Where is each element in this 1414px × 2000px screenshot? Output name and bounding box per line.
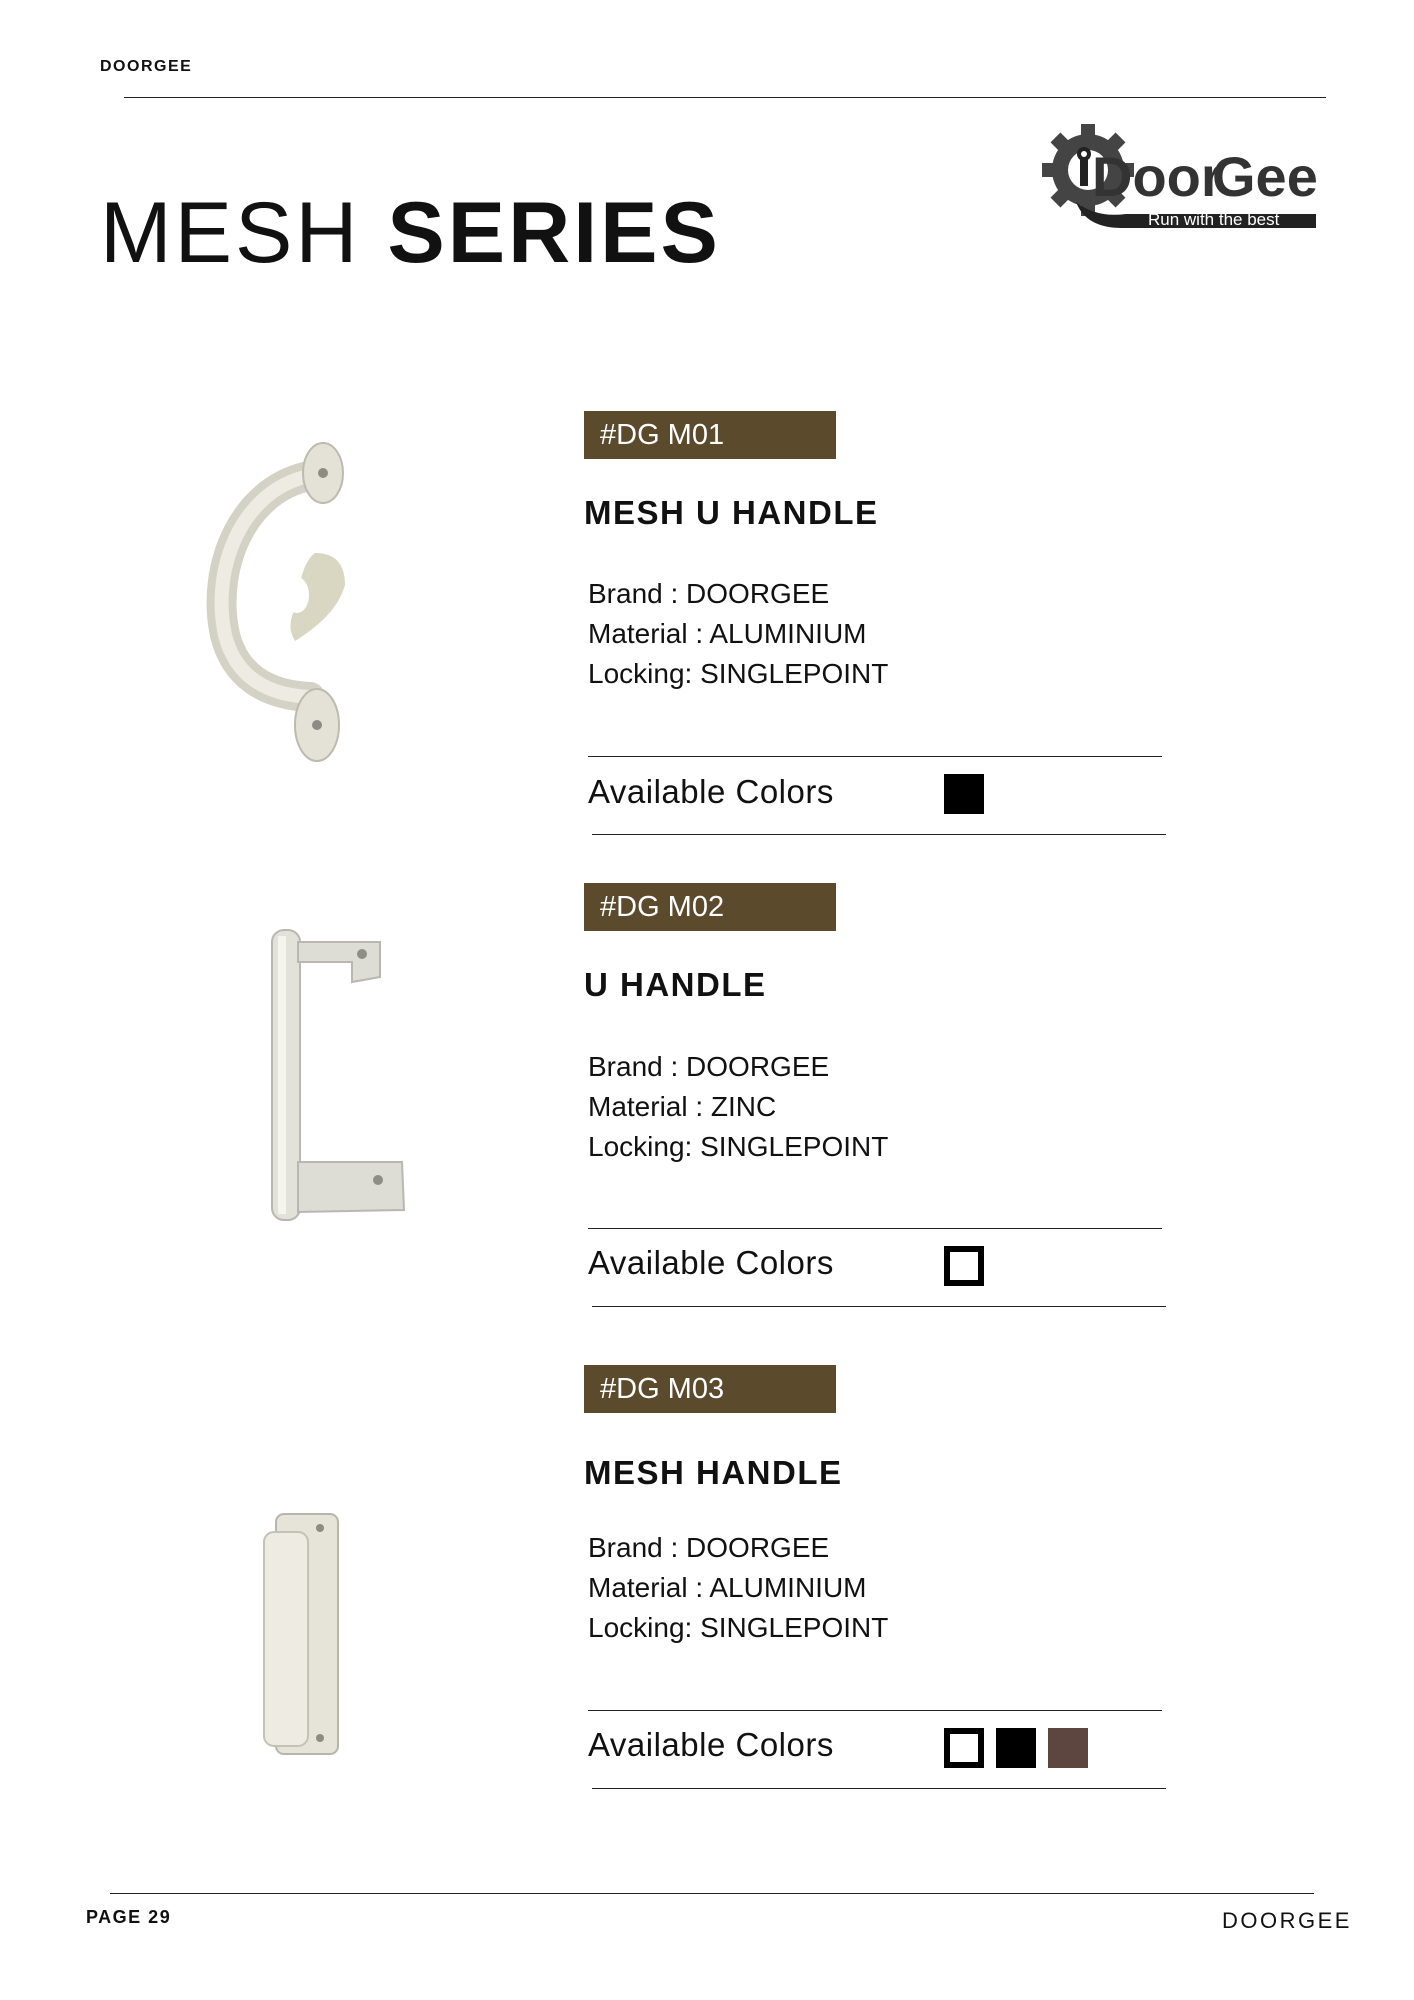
color-swatch-white: [944, 1728, 984, 1768]
logo-wordmark: Door: [1092, 145, 1223, 208]
color-swatch-black: [944, 774, 984, 814]
product-name: MESH U HANDLE: [584, 494, 879, 531]
product-name: U HANDLE: [584, 966, 767, 1003]
footer-divider: [110, 1893, 1314, 1894]
header-brand: DOORGEE: [100, 58, 193, 75]
mesh-u-handle-image: [205, 445, 365, 765]
colors-divider-bottom: [592, 834, 1166, 835]
available-colors-label: Available Colors: [588, 773, 834, 810]
available-colors-label: Available Colors: [588, 1244, 834, 1281]
header-divider: [124, 97, 1326, 98]
spec-locking: Locking: SINGLEPOINT: [588, 1612, 889, 1643]
product-code-badge: #DG M01: [584, 411, 836, 459]
colors-divider-top: [588, 756, 1162, 757]
spec-brand: Brand : DOORGEE: [588, 1532, 830, 1563]
product-code-badge: #DG M02: [584, 883, 836, 931]
product-code-badge: #DG M03: [584, 1365, 836, 1413]
page-title-bold: SERIES: [387, 185, 721, 281]
color-swatch-white: [944, 1246, 984, 1286]
colors-divider-bottom: [592, 1306, 1166, 1307]
product-name: MESH HANDLE: [584, 1454, 843, 1491]
page-number: PAGE 29: [86, 1907, 172, 1927]
product-specs: [588, 1047, 888, 1167]
footer-brand: DOORGEE: [1222, 1908, 1352, 1933]
colors-divider-top: [588, 1228, 1162, 1229]
mesh-handle-image: [258, 1510, 348, 1760]
colors-divider-bottom: [592, 1788, 1166, 1789]
available-colors-label: Available Colors: [588, 1726, 834, 1763]
color-swatch-brown: [1048, 1728, 1088, 1768]
logo-tagline: Run with the best: [1148, 210, 1280, 229]
spec-material: Material : ALUMINIUM: [588, 618, 867, 649]
page-title-light: MESH: [100, 185, 388, 281]
spec-locking: Locking: SINGLEPOINT: [588, 658, 889, 689]
spec-material: Material : ZINC: [588, 1091, 777, 1122]
spec-material: Material : ALUMINIUM: [588, 1572, 867, 1603]
spec-brand: Brand : DOORGEE: [588, 1051, 830, 1082]
product-specs: [588, 1528, 888, 1648]
colors-divider-top: [588, 1710, 1162, 1711]
spec-locking: Locking: SINGLEPOINT: [588, 1131, 889, 1162]
product-specs: [588, 574, 888, 694]
doorgee-logo: [1036, 118, 1326, 238]
logo-wordmark-gee: Gee: [1212, 145, 1318, 208]
color-swatch-black: [996, 1728, 1036, 1768]
page-title: [100, 185, 721, 281]
spec-brand: Brand : DOORGEE: [588, 578, 830, 609]
u-handle-image: [262, 922, 422, 1232]
